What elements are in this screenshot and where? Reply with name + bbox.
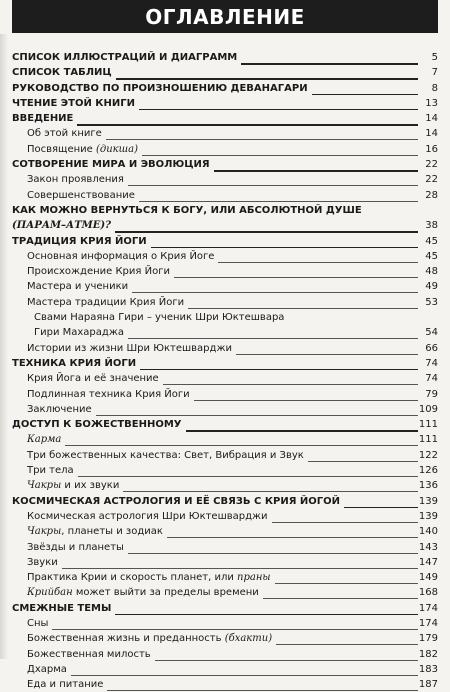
toc-leader-rule	[174, 277, 418, 278]
toc-section-row[interactable]	[12, 157, 438, 172]
toc-entry-title	[27, 432, 61, 447]
toc-title-part: Заключение	[27, 403, 92, 415]
toc-leader-rule	[218, 262, 418, 263]
toc-title-part: Еда и питание	[27, 679, 104, 691]
toc-title-part: ДОСТУП К БОЖЕСТВЕННОМУ	[12, 419, 182, 431]
toc-entry-title	[27, 647, 151, 662]
toc-title-part: Об этой книге	[27, 128, 102, 140]
toc-page-number: 149	[418, 572, 438, 584]
toc-section-row[interactable]	[12, 81, 438, 96]
toc-title-part: КАК МОЖНО ВЕРНУТЬСЯ К БОГУ, ИЛИ АБСОЛЮТНОЙ ДУШЕ	[12, 204, 362, 216]
toc-entry-title	[12, 417, 182, 432]
toc-entry-title	[27, 540, 124, 555]
toc-leader-rule	[236, 354, 418, 355]
toc-section-row[interactable]	[12, 234, 438, 249]
toc-page-number: 48	[425, 266, 438, 278]
toc-title-italic-part: Крийбан	[27, 587, 73, 599]
toc-page-number: 45	[425, 250, 438, 262]
toc-page-number: 147	[418, 556, 438, 568]
toc-entry-title	[27, 371, 159, 386]
toc-entry-title	[27, 126, 102, 141]
toc-leader-rule	[128, 338, 418, 339]
toc-entry-title	[12, 81, 308, 96]
toc-page-number: 183	[418, 663, 438, 675]
toc-leader-rule	[116, 78, 418, 80]
toc-subsection-row[interactable]	[12, 540, 438, 555]
toc-entry-title	[34, 310, 284, 325]
toc-subsection-row[interactable]	[12, 295, 438, 310]
toc-title-part: Происхождение Крия Йоги	[27, 266, 170, 278]
toc-leader-rule	[128, 185, 418, 186]
toc-title-part: Дхарма	[27, 663, 67, 675]
toc-page-number: 5	[431, 52, 438, 63]
toc-page-number: 79	[425, 388, 438, 400]
toc-title-part: Крия Йога и её значение	[27, 373, 159, 385]
toc-section-row[interactable]	[12, 494, 438, 509]
toc-title-part: Божественная жизнь и преданность	[27, 633, 225, 645]
toc-page-number: 187	[418, 679, 438, 691]
toc-entry-title	[12, 218, 111, 233]
page-title: ОГЛАВЛЕНИЕ	[145, 5, 305, 29]
toc-section-row[interactable]	[12, 601, 438, 616]
toc-section-row[interactable]	[12, 111, 438, 126]
toc-title-italic-part: праны	[237, 572, 271, 584]
toc-subsection-row[interactable]	[12, 585, 438, 600]
toc-leader-rule	[62, 568, 418, 569]
toc-title-part: может выйти за пределы времени	[72, 587, 259, 599]
toc-entry-title	[12, 157, 210, 172]
toc-page-number: 136	[418, 480, 438, 492]
toc-section-row[interactable]	[12, 203, 438, 218]
toc-entry-title	[27, 524, 163, 539]
toc-entry-title	[27, 279, 128, 294]
toc-page-number: 28	[425, 189, 438, 201]
toc-page-number: 22	[425, 174, 438, 186]
toc-subsection-row[interactable]	[12, 325, 438, 340]
toc-entry-title	[12, 50, 237, 65]
toc-title-part: Мастера традиции Крия Йоги	[27, 296, 185, 308]
toc-section-row[interactable]	[12, 356, 438, 371]
toc-subsection-row[interactable]	[12, 647, 438, 662]
toc-leader-rule	[65, 445, 418, 446]
toc-page-number: 22	[425, 159, 438, 171]
toc-leader-rule	[78, 476, 418, 477]
toc-section-row[interactable]	[12, 218, 438, 233]
toc-entry-title	[12, 494, 340, 509]
toc-entry-title	[27, 188, 135, 203]
toc-leader-rule	[107, 690, 418, 691]
toc-page-number: 179	[418, 633, 438, 645]
toc-entry-title	[12, 111, 73, 126]
toc-title-part: Космическая астрология Шри Юктешварджи	[27, 510, 268, 522]
toc-title-part: Свами Нараяна Гири – ученик Шри Юктешвара	[34, 312, 285, 324]
toc-leader-rule	[214, 170, 418, 172]
toc-subsection-row[interactable]	[12, 371, 438, 386]
toc-page-number: 143	[418, 541, 438, 553]
toc-subsection-row[interactable]	[12, 188, 438, 203]
toc-leader-rule	[263, 598, 418, 599]
toc-title-part: Сны	[27, 617, 49, 629]
toc-section-row[interactable]	[12, 65, 438, 80]
toc-page-number: 139	[418, 495, 438, 507]
toc-page-number: 139	[418, 510, 438, 522]
toc-subsection-row[interactable]	[12, 448, 438, 463]
toc-leader-rule	[52, 629, 418, 630]
toc-leader-rule	[312, 94, 418, 96]
toc-entry-title	[27, 478, 119, 493]
toc-entry-title	[27, 555, 58, 570]
toc-subsection-row[interactable]	[12, 463, 438, 478]
toc-title-part: Божественная милость	[27, 648, 151, 660]
toc-title-part: Посвящение	[27, 143, 96, 155]
toc-leader-rule	[115, 231, 418, 233]
toc-subsection-row[interactable]	[12, 264, 438, 279]
toc-page-number: 14	[425, 128, 438, 140]
toc-title-part: ТРАДИЦИЯ КРИЯ ЙОГИ	[12, 235, 147, 247]
toc-title-part: Истории из жизни Шри Юктешварджи	[27, 342, 232, 354]
toc-title-part: Мастера и ученики	[27, 281, 129, 293]
toc-page-number: 168	[418, 587, 438, 599]
toc-title-part: СМЕЖНЫЕ ТЕМЫ	[12, 602, 112, 614]
toc-section-row[interactable]	[12, 417, 438, 432]
toc-entry-title	[12, 96, 135, 111]
toc-page-number: 111	[418, 419, 438, 431]
toc-entry-title	[27, 387, 190, 402]
toc-page-number: 122	[418, 449, 438, 461]
toc-title-part: КОСМИЧЕСКАЯ АСТРОЛОГИЯ И ЕЁ СВЯЗЬ С КРИЯ ЙОГОЙ	[12, 495, 340, 507]
toc-subsection-row[interactable]	[12, 677, 438, 692]
toc-leader-rule	[155, 660, 418, 661]
toc-leader-rule	[140, 369, 418, 371]
toc-leader-rule	[123, 491, 418, 492]
toc-page-number: 66	[425, 342, 438, 354]
toc-page-number: 16	[425, 143, 438, 155]
toc-subsection-row[interactable]	[12, 249, 438, 264]
toc-title-part: Звуки	[27, 556, 58, 568]
toc-leader-rule	[77, 124, 418, 126]
toc-section-row[interactable]	[12, 96, 438, 111]
toc-leader-rule	[139, 201, 418, 202]
toc-title-part: РУКОВОДСТВО ПО ПРОИЗНОШЕНИЮ ДЕВАНАГАРИ	[12, 82, 308, 94]
toc-subsection-row[interactable]	[12, 524, 438, 539]
toc-leader-rule	[308, 461, 418, 462]
toc-subsection-row[interactable]	[12, 387, 438, 402]
toc-title-part: Совершенствование	[27, 189, 135, 201]
toc-leader-rule	[188, 308, 418, 309]
toc-leader-rule	[96, 415, 418, 416]
toc-entry-title	[27, 616, 48, 631]
toc-entry-title	[27, 341, 232, 356]
toc-page-number: 174	[418, 617, 438, 629]
toc-page-number: 174	[418, 602, 438, 614]
toc-leader-rule	[71, 675, 418, 676]
toc-title-part: Практика Крии и скорость планет, или	[27, 572, 238, 584]
toc-leader-rule	[344, 507, 418, 509]
toc-page-number: 182	[418, 648, 438, 660]
toc-entry-title	[27, 295, 184, 310]
toc-title-italic-part: Чакры	[27, 480, 62, 492]
toc-entry-title	[27, 264, 170, 279]
toc-entry-title	[27, 662, 67, 677]
toc-entry-title	[27, 172, 124, 187]
toc-title-part: и их звуки	[61, 480, 120, 492]
toc-entry-title	[27, 402, 92, 417]
toc-leader-rule	[272, 522, 418, 523]
toc-page-number: 7	[431, 67, 438, 79]
toc-title-part: (ПАРАМ–АТМЕ)?	[12, 220, 111, 232]
toc-entry-title	[12, 356, 136, 371]
toc-title-italic-part: (бхакти)	[224, 633, 273, 645]
toc-entry-title	[27, 631, 272, 646]
toc-leader-rule	[142, 155, 418, 156]
toc-page-number: 14	[425, 113, 438, 125]
toc-title-part: ТЕХНИКА КРИЯ ЙОГИ	[12, 357, 137, 369]
toc-entry-title	[12, 234, 147, 249]
toc-subsection-row[interactable]	[12, 279, 438, 294]
toc-subsection-row[interactable]	[12, 126, 438, 141]
toc-title-part: , планеты и зодиак	[61, 526, 163, 538]
toc-title-part: СОТВОРЕНИЕ МИРА И ЭВОЛЮЦИЯ	[12, 159, 210, 171]
toc-page-number: 74	[425, 357, 438, 369]
toc-leader-rule	[163, 384, 418, 385]
toc-title-part: Подлинная техника Крия Йоги	[27, 388, 190, 400]
toc-subsection-row[interactable]	[12, 172, 438, 187]
toc-entry-title	[27, 249, 214, 264]
toc-page-number: 8	[431, 82, 438, 94]
toc-title-italic-part: Чакры	[27, 526, 62, 538]
toc-page-number: 38	[425, 220, 438, 232]
toc-entry-title	[27, 463, 74, 478]
toc-leader-rule	[194, 400, 418, 401]
toc-title-part: ВВЕДЕНИЕ	[12, 113, 74, 125]
toc-title-part: Три божественных качества: Свет, Вибрация и Звук	[27, 449, 304, 461]
toc-subsection-row[interactable]	[12, 341, 438, 356]
toc-entry-title	[27, 570, 271, 585]
toc-subsection-row[interactable]	[12, 631, 438, 646]
toc-subsection-row[interactable]	[12, 616, 438, 631]
toc-entry-title	[27, 448, 304, 463]
toc-entry-title	[12, 65, 112, 80]
toc-leader-rule	[151, 247, 418, 249]
toc-entry-title	[27, 509, 268, 524]
toc-page-number: 53	[425, 296, 438, 308]
toc-leader-rule	[132, 292, 418, 293]
toc-page-number: 45	[425, 235, 438, 247]
toc-entry-title	[12, 203, 362, 218]
toc-leader-rule	[106, 139, 418, 140]
toc-page-number: 74	[425, 373, 438, 385]
toc-leader-rule	[167, 537, 418, 538]
toc-leader-rule	[276, 644, 418, 645]
toc-title-italic-part: (дикша)	[95, 143, 138, 155]
toc-title-part: Три тела	[27, 465, 74, 477]
toc-title-italic-part: Карма	[27, 434, 62, 446]
toc-subsection-row[interactable]	[12, 310, 438, 325]
toc-subsection-row[interactable]	[12, 402, 438, 417]
toc-entry-title	[27, 585, 259, 600]
toc-entry-title	[12, 601, 111, 616]
toc-leader-rule	[139, 109, 418, 111]
toc-title-part: Основная информация о Крия Йоге	[27, 250, 215, 262]
toc-page-number: 111	[418, 434, 438, 446]
toc-title-part: ЧТЕНИЕ ЭТОЙ КНИГИ	[12, 97, 135, 109]
toc-page-number: 54	[425, 327, 438, 339]
toc-page-number: 49	[425, 281, 438, 293]
toc-leader-rule	[275, 583, 418, 584]
toc-subsection-row[interactable]	[12, 570, 438, 585]
toc-title-part: Звёзды и планеты	[27, 541, 124, 553]
toc-section-row[interactable]	[12, 50, 438, 65]
toc-title-part: СПИСОК ИЛЛЮСТРАЦИЙ И ДИАГРАММ	[12, 52, 238, 63]
toc-page-number: 126	[418, 465, 438, 477]
toc-title-part: Гири Махараджа	[34, 327, 124, 339]
toc-subsection-row[interactable]	[12, 432, 438, 447]
toc-title-part: Закон проявления	[27, 174, 124, 186]
page-gutter-shadow	[0, 34, 8, 659]
toc-entry-title	[34, 325, 124, 340]
toc-leader-rule	[115, 614, 418, 616]
toc-subsection-row[interactable]	[12, 509, 438, 524]
table-of-contents	[12, 50, 438, 692]
toc-title-part: СПИСОК ТАБЛИЦ	[12, 67, 112, 79]
toc-subsection-row[interactable]	[12, 555, 438, 570]
toc-leader-rule	[128, 553, 418, 554]
toc-entry-title	[27, 142, 138, 157]
toc-page-number: 140	[418, 526, 438, 538]
toc-subsection-row[interactable]	[12, 478, 438, 493]
toc-page-number: 109	[418, 403, 438, 415]
toc-leader-rule	[241, 63, 418, 65]
toc-page-number: 13	[425, 97, 438, 109]
toc-subsection-row[interactable]	[12, 142, 438, 157]
toc-entry-title	[27, 677, 103, 692]
toc-subsection-row[interactable]	[12, 662, 438, 677]
page-title-band	[12, 0, 438, 33]
toc-leader-rule	[186, 430, 419, 432]
